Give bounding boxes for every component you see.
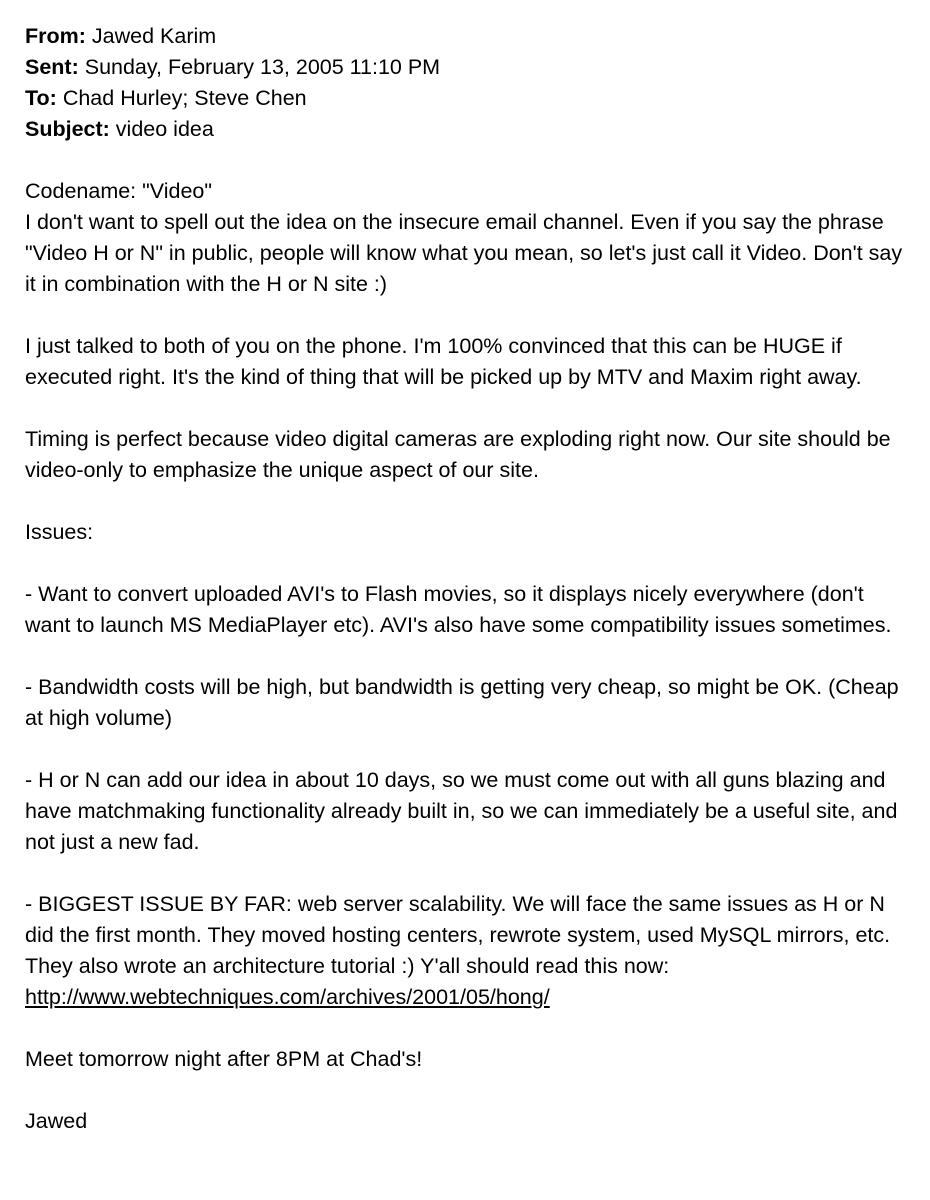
email-body: [25, 176, 915, 1137]
issue-item: - Bandwidth costs will be high, but bandwidth is getting very cheap, so might be OK. (Cheap at high volume): [25, 675, 899, 730]
spacer: [25, 641, 915, 672]
from-label: From:: [25, 24, 86, 48]
spacer: [25, 1075, 915, 1106]
spacer: [25, 1013, 915, 1044]
architecture-tutorial-link[interactable]: http://www.webtechniques.com/archives/2001/05/hong/: [25, 985, 550, 1009]
spacer: [25, 145, 915, 176]
codename-line: Codename: "Video": [25, 179, 212, 203]
issue-item: [25, 889, 915, 1013]
spacer: [25, 858, 915, 889]
from-value: Jawed Karim: [85, 24, 217, 48]
subject-line: [25, 114, 915, 145]
email-message: [25, 21, 915, 1137]
subject-value: video idea: [109, 117, 214, 141]
from-line: [25, 21, 915, 52]
meeting-line: Meet tomorrow night after 8PM at Chad's!: [25, 1047, 423, 1071]
sent-value: Sunday, February 13, 2005 11:10 PM: [78, 55, 441, 79]
issues-heading: Issues:: [25, 520, 94, 544]
to-value: Chad Hurley; Steve Chen: [56, 86, 307, 110]
spacer: [25, 486, 915, 517]
spacer: [25, 548, 915, 579]
spacer: [25, 393, 915, 424]
paragraph-secrecy: I don't want to spell out the idea on the insecure email channel. Even if you say the phrase "Video H or N" in public, people will know what you mean, so let's just call it Video. Don't say it in combination with the H or N site :): [25, 210, 903, 296]
signature: Jawed: [25, 1109, 88, 1133]
paragraph-conviction: I just talked to both of you on the phone. I'm 100% convinced that this can be HUGE if executed right. It's the kind of thing that will be picked up by MTV and Maxim right away.: [25, 334, 862, 389]
sent-line: [25, 52, 915, 83]
email-header: [25, 21, 915, 145]
to-label: To:: [25, 86, 57, 110]
spacer: [25, 300, 915, 331]
issue-item: - Want to convert uploaded AVI's to Flash movies, so it displays nicely everywhere (don't want to launch MS MediaPlayer etc). AVI's also have some compatibility issues sometimes.: [25, 582, 892, 637]
subject-label: Subject:: [25, 117, 110, 141]
sent-label: Sent:: [25, 55, 79, 79]
spacer: [25, 734, 915, 765]
issue-text: - BIGGEST ISSUE BY FAR: web server scalability. We will face the same issues as H or N did the first month. They moved hosting centers, rewrote system, used MySQL mirrors, etc. They also wrote an architecture tutorial :) Y'all should read this now:: [25, 892, 891, 978]
paragraph-timing: Timing is perfect because video digital cameras are exploding right now. Our site should be video-only to emphasize the unique aspect of our site.: [25, 427, 891, 482]
issue-item: - H or N can add our idea in about 10 days, so we must come out with all guns blazing and have matchmaking functionality already built in, so we can immediately be a useful site, and not just a new fad.: [25, 768, 898, 854]
to-line: [25, 83, 915, 114]
